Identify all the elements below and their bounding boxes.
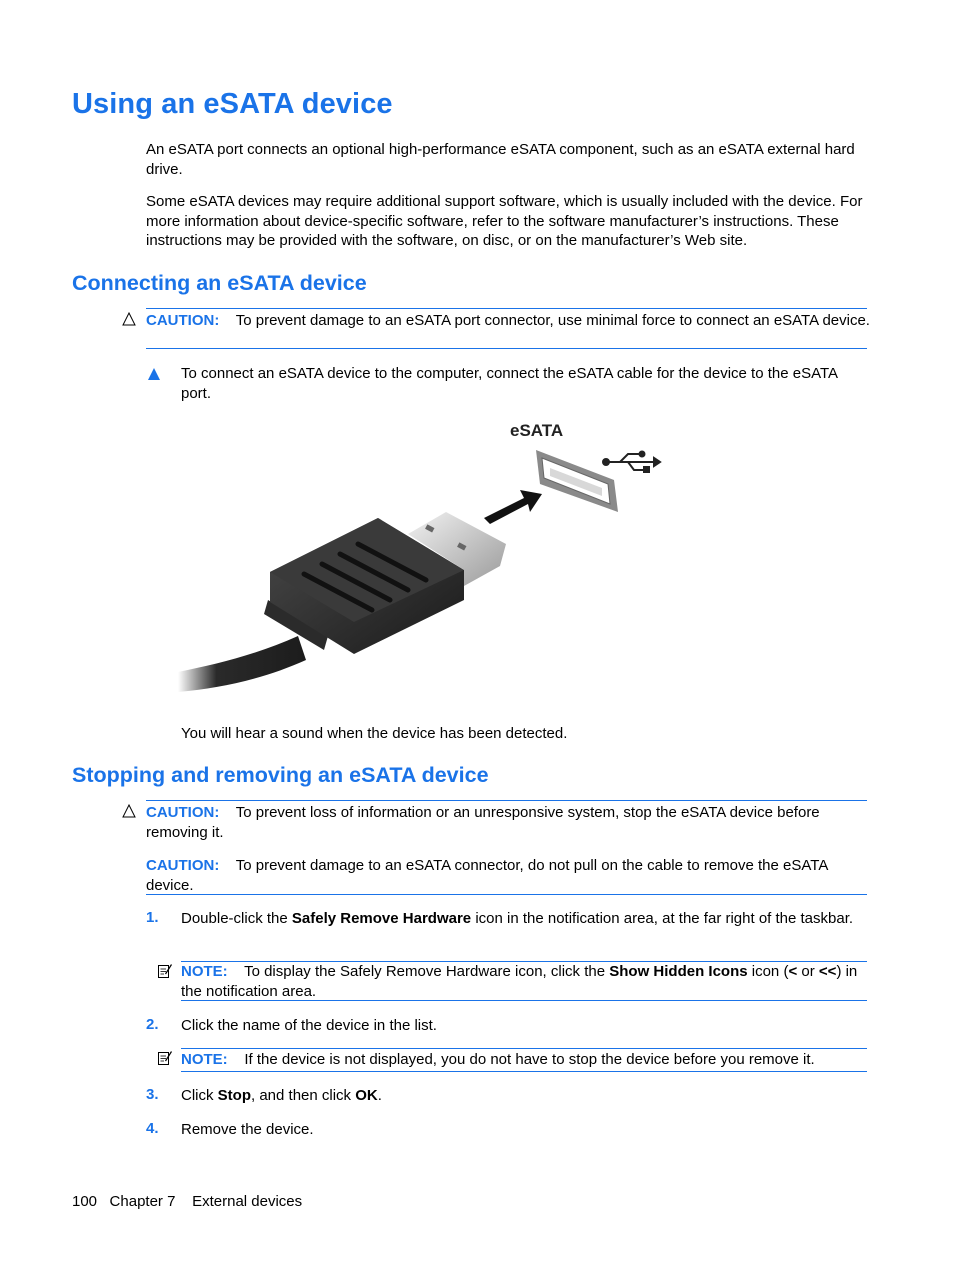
step-number: 2.: [146, 1016, 159, 1033]
note-1: [181, 962, 871, 1001]
chapter-title: External devices: [192, 1193, 303, 1210]
note-text: If the device is not displayed, you do not have to stop the device before you remove it.: [244, 1051, 815, 1068]
step-4-text: Remove the device.: [181, 1121, 314, 1138]
ui-symbol: <: [788, 963, 798, 980]
note-pad-icon: [157, 963, 173, 979]
caution-triangle-icon: [122, 804, 136, 818]
caution-triangle-icon: [122, 312, 136, 326]
caution-text: To prevent damage to an eSATA port connector, use minimal force to connect an eSATA device.: [235, 312, 870, 329]
arrow-triangle-icon: [147, 367, 161, 381]
esata-connector-illustration: [178, 414, 668, 704]
detection-note: You will hear a sound when the device has been detected.: [181, 725, 568, 742]
step-number: 1.: [146, 909, 159, 926]
note-rule-top: [181, 1048, 867, 1049]
step-1-text: [181, 909, 871, 929]
ui-term: OK: [355, 1087, 378, 1104]
caution-text: To prevent loss of information or an unresponsive system, stop the eSATA device before removing it.: [146, 804, 820, 841]
ui-term: Show Hidden Icons: [609, 963, 748, 980]
caution-label: CAUTION:: [146, 312, 220, 329]
step-text: , and then click: [251, 1087, 356, 1104]
page-title: Using an eSATA device: [72, 88, 393, 120]
note-text: or: [797, 963, 819, 980]
section-heading-connecting: Connecting an eSATA device: [72, 271, 367, 295]
note-text: icon (: [747, 963, 789, 980]
caution-stop-1: [146, 803, 870, 842]
caution-label: CAUTION:: [146, 804, 220, 821]
intro-paragraph-2: Some eSATA devices may require additional support software, which is usually included with the device. For more information about device-specific software, refer to the software manufacturer’s instructions. These instructions may be provided with the software, on disc, or on the manufacturer’s Web site.: [146, 193, 863, 250]
step-text: Click: [181, 1087, 218, 1104]
ui-term: Safely Remove Hardware: [291, 910, 472, 927]
caution-text: To prevent damage to an eSATA connector, do not pull on the cable to remove the eSATA device.: [146, 857, 828, 894]
caution-rule-bottom: [146, 348, 867, 349]
caution-block-rule-top: [146, 800, 867, 801]
note-text: To display the Safely Remove Hardware icon, click the: [244, 963, 610, 980]
step-number: 3.: [146, 1086, 159, 1103]
ui-symbol: <<: [818, 963, 837, 980]
step-number: 4.: [146, 1120, 159, 1137]
caution-block-rule-bottom: [146, 894, 867, 895]
note-rule-bottom: [181, 1071, 867, 1072]
ui-term: Stop: [217, 1087, 251, 1104]
caution-rule-top: [146, 308, 867, 309]
connect-step: To connect an eSATA device to the computer, connect the eSATA cable for the device to the eSATA port.: [181, 365, 838, 402]
chapter-label: Chapter 7: [109, 1193, 176, 1210]
step-3-text: [181, 1086, 871, 1106]
note-2: [181, 1050, 871, 1070]
note-rule-bottom: [181, 1000, 867, 1001]
caution-label: CAUTION:: [146, 857, 220, 874]
step-text: icon in the notification area, at the far right of the taskbar.: [471, 910, 854, 927]
step-text: Double-click the: [181, 910, 292, 927]
direction-arrow: [484, 490, 542, 524]
note-text: ) in the notification area.: [181, 963, 858, 1000]
page-number: 100: [72, 1193, 98, 1210]
note-pad-icon: [157, 1050, 173, 1066]
note-label: NOTE:: [181, 963, 228, 980]
caution-stop-2: [146, 856, 870, 895]
intro-paragraph-1: An eSATA port connects an optional high-performance eSATA component, such as an eSATA external hard drive.: [146, 141, 855, 178]
page-footer: [72, 1193, 302, 1210]
note-label: NOTE:: [181, 1051, 228, 1068]
step-2-text: Click the name of the device in the list.: [181, 1017, 437, 1034]
usb-icon: [603, 452, 660, 473]
step-text: .: [377, 1087, 382, 1104]
figure-label-esata: eSATA: [510, 421, 564, 440]
section-heading-stopping: Stopping and removing an eSATA device: [72, 763, 489, 787]
caution-connecting: [146, 311, 870, 331]
